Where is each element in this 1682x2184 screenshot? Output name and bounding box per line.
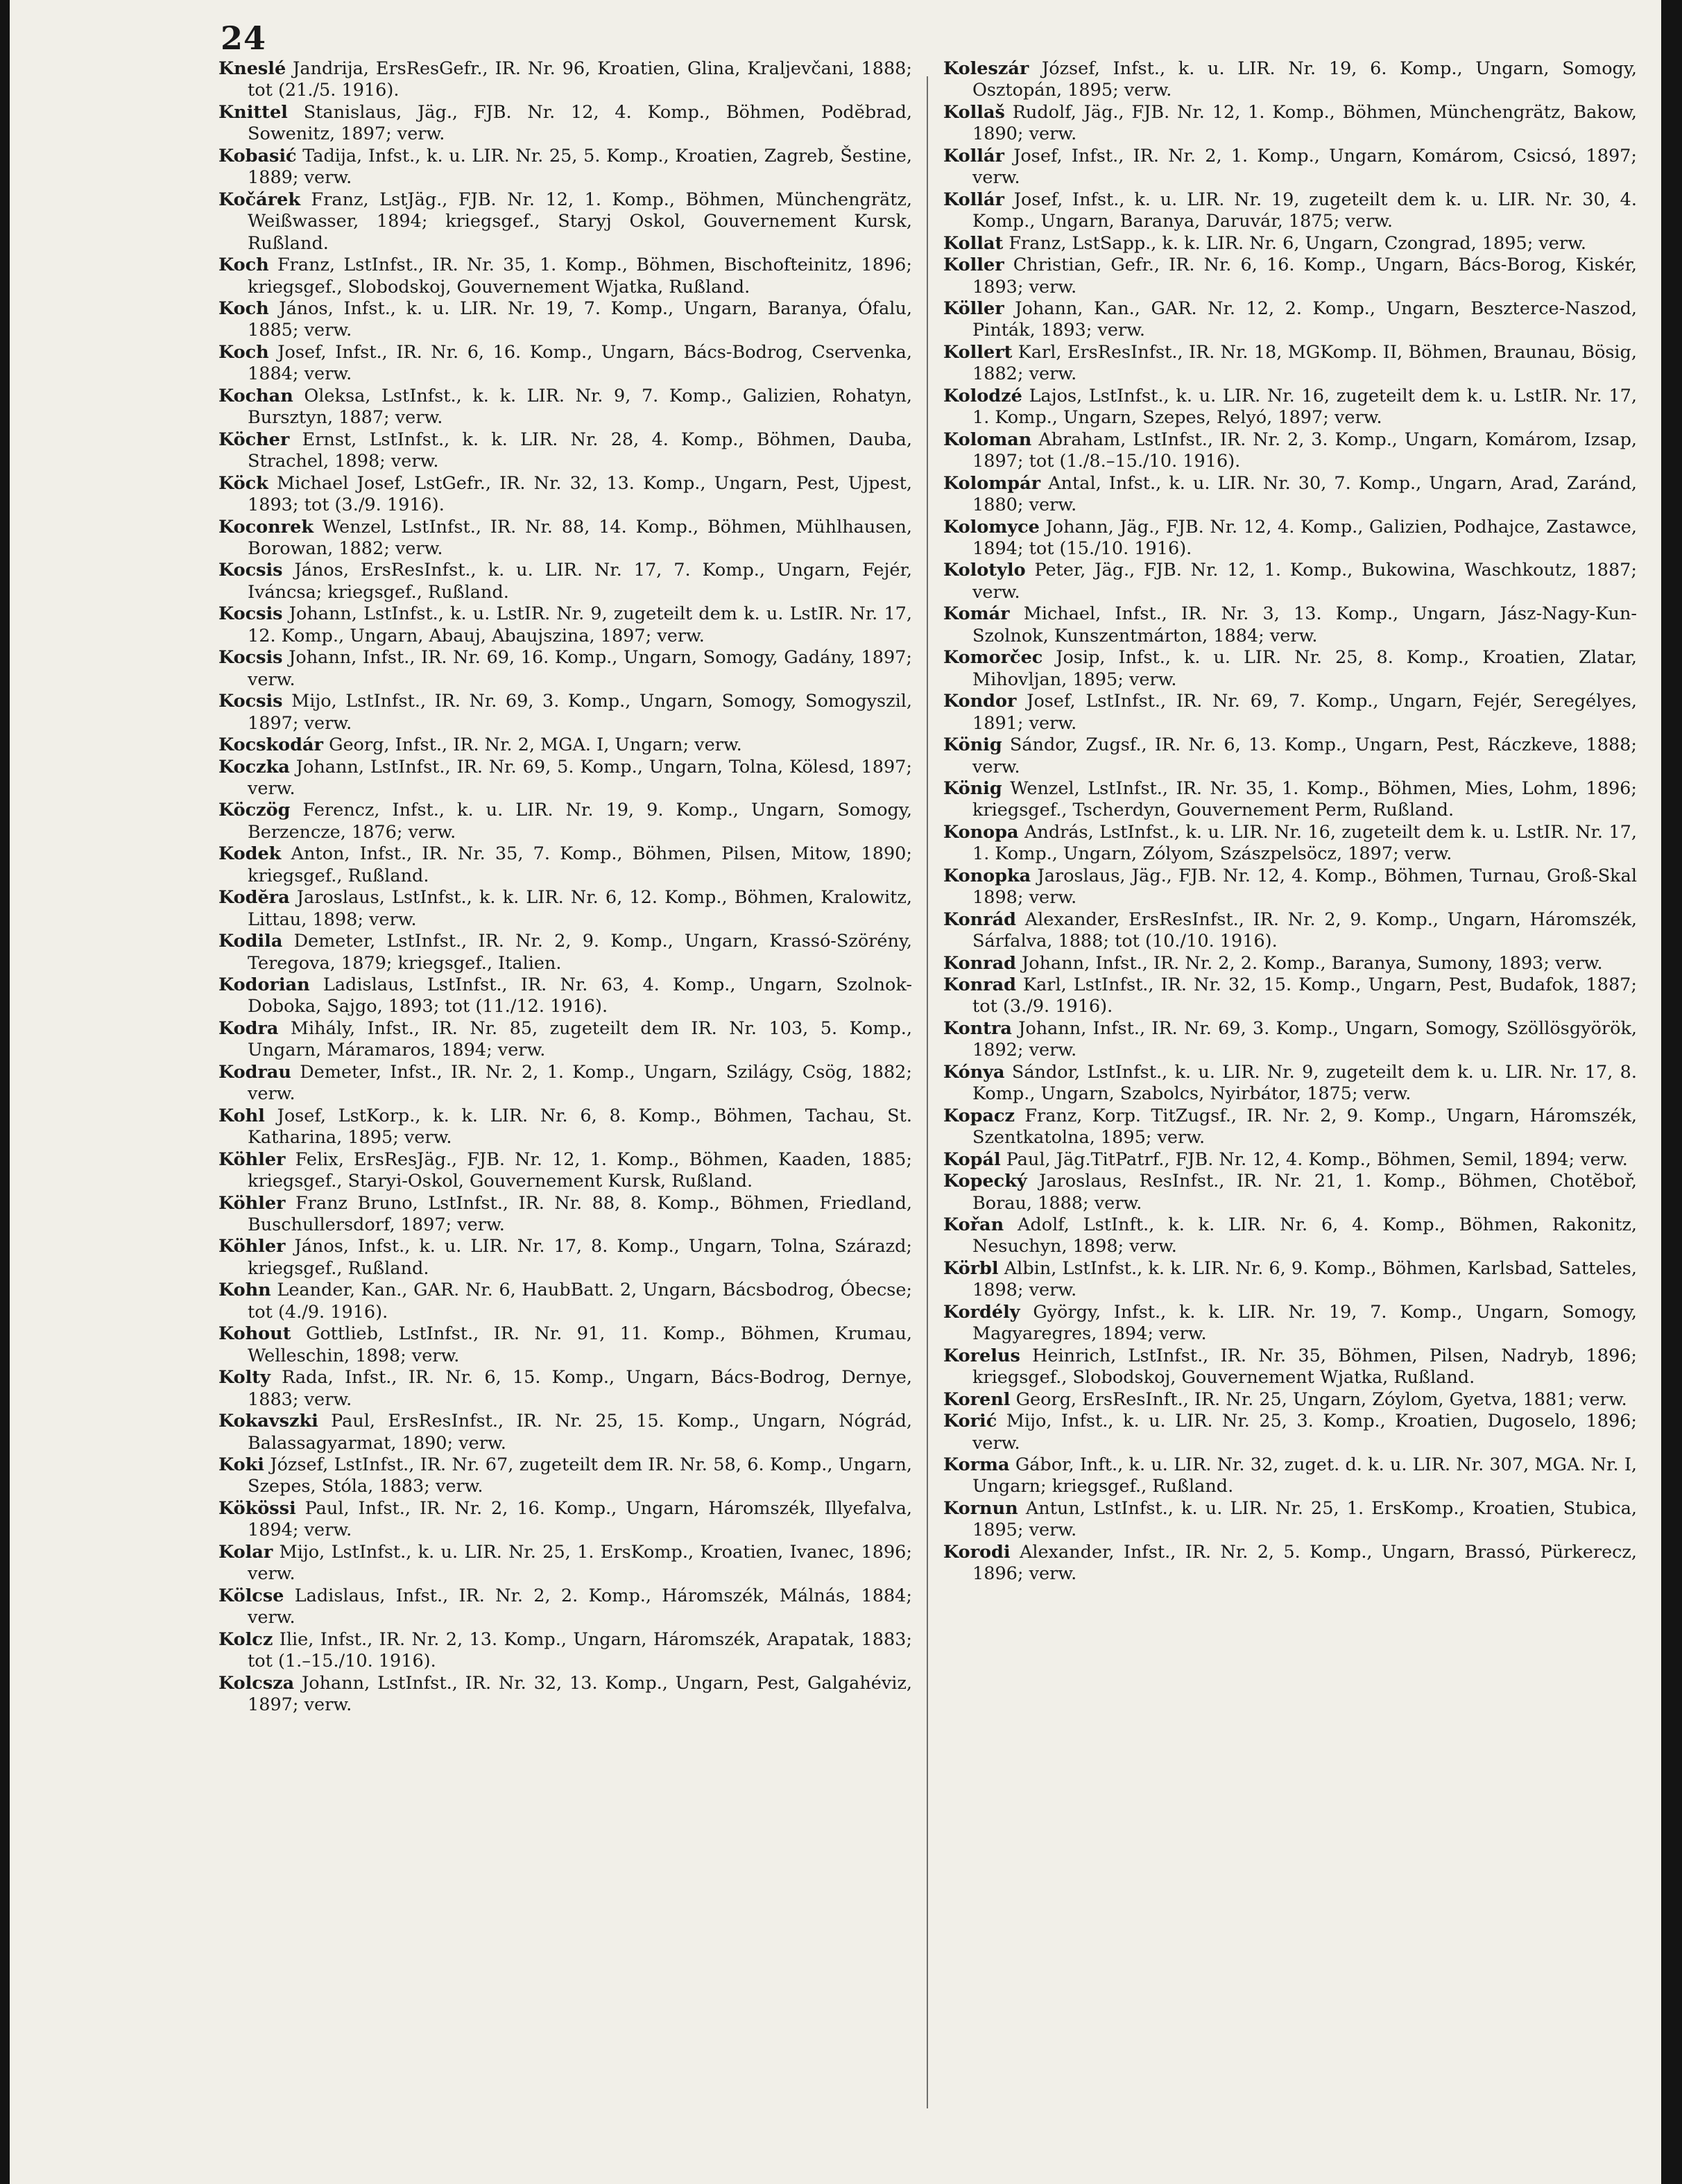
entry-details: Gottlieb, LstInfst., IR. Nr. 91, 11. Komp., Böhmen, Krumau, Welleschin, 1898; verw. [248,1323,912,1366]
list-entry [943,386,1637,429]
entry-surname: Kodek [218,843,282,865]
list-entry [943,734,1637,778]
list-entry [218,1411,912,1454]
list-entry [943,1062,1637,1106]
list-entry [218,1149,912,1193]
entry-surname: Kochan [218,385,293,406]
list-entry [943,1389,1637,1411]
entry-details: Ernst, LstInfst., k. k. LIR. Nr. 28, 4. Komp., Böhmen, Dauba, Strachel, 1898; verw. [248,429,912,472]
entry-surname: Kollert [943,341,1013,363]
entry-details: Demeter, Infst., IR. Nr. 2, 1. Komp., Ungarn, Szilágy, Csög, 1882; verw. [248,1061,912,1105]
entry-details: János, ErsResInfst., k. u. LIR. Nr. 17, 7. Komp., Ungarn, Fejér, Iváncsa; kriegsgef., Rußland. [248,560,912,603]
entry-surname: Koch [218,255,269,276]
list-entry [218,1454,912,1498]
entry-surname: Kocsis [218,691,283,712]
entry-details: Johann, LstInfst., IR. Nr. 32, 13. Komp., Ungarn, Pest, Galgahéviz, 1897; verw. [248,1672,913,1715]
list-entry [218,603,912,647]
list-entry [218,473,912,517]
list-entry [218,647,912,691]
entry-details: Michael, Infst., IR. Nr. 3, 13. Komp., Ungarn, Jász-Nagy-Kun-Szolnok, Kunszentmárton, 1884; verw. [972,603,1637,646]
list-entry [218,757,912,800]
list-entry [943,778,1637,822]
list-entry [218,1323,912,1367]
list-entry [218,58,912,102]
entry-details: Christian, Gefr., IR. Nr. 6, 16. Komp., Ungarn, Bács-Borog, Kiskér, 1893; verw. [972,255,1637,298]
entry-surname: Kodra [218,1017,279,1039]
entry-surname: Korić [943,1411,997,1432]
list-entry [218,298,912,342]
entry-details: Leander, Kan., GAR. Nr. 6, HaubBatt. 2, Ungarn, Bácsbodrog, Óbecse; tot (4./9. 1916). [248,1280,913,1323]
entry-details: Josef, LstInfst., IR. Nr. 69, 7. Komp., Ungarn, Fejér, Seregélyes, 1891; verw. [972,691,1637,734]
entry-surname: Kolcsza [218,1672,295,1694]
entry-surname: Kolomyce [943,516,1040,538]
entry-surname: Korenl [943,1388,1011,1410]
entry-surname: Kohn [218,1280,271,1301]
entry-details: Mijo, LstInfst., k. u. LIR. Nr. 25, 1. ErsKomp., Kroatien, Ivanec, 1896; verw. [248,1541,912,1585]
entry-details: András, LstInfst., k. u. LIR. Nr. 16, zugeteilt dem k. u. LstIR. Nr. 17, 1. Komp., Ungarn, Zólyom, Szászpelsöcz, 1897; verw. [972,821,1638,865]
entry-details: Franz, Korp. TitZugsf., IR. Nr. 2, 9. Komp., Ungarn, Háromszék, Szentkatolna, 1895; verw. [972,1105,1638,1149]
entry-details: János, Infst., k. u. LIR. Nr. 17, 8. Komp., Ungarn, Tolna, Szárazd; kriegsgef., Rußland. [248,1236,912,1279]
list-entry [218,146,912,189]
entry-details: Oleksa, LstInfst., k. k. LIR. Nr. 9, 7. Komp., Galizien, Rohatyn, Bursztyn, 1887; verw. [248,385,912,429]
entry-surname: Kondor [943,691,1017,712]
entry-surname: Kocsis [218,603,283,625]
entry-surname: Kohl [218,1105,265,1126]
list-entry [218,1062,912,1106]
entry-details: Josef, Infst., IR. Nr. 6, 16. Komp., Ungarn, Bács-Bodrog, Cservenka, 1884; verw. [248,341,912,385]
entry-surname: Koch [218,298,269,319]
list-entry [218,734,912,756]
entry-details: Jaroslaus, LstInfst., k. k. LIR. Nr. 6, 12. Komp., Böhmen, Kralowitz, Littau, 1898; verw. [248,887,912,930]
entry-details: Karl, LstInfst., IR. Nr. 32, 15. Komp., Ungarn, Pest, Budafok, 1887; tot (3./9. 1916). [972,974,1637,1017]
list-entry [218,931,912,974]
entry-surname: Kolar [218,1541,273,1563]
entry-surname: Körbl [943,1257,999,1279]
list-entry [218,1280,912,1323]
entry-details: Karl, ErsResInfst., IR. Nr. 18, MGKomp. II, Böhmen, Braunau, Bösig, 1882; verw. [972,341,1637,385]
entry-details: Alexander, ErsResInfst., IR. Nr. 2, 9. Komp., Ungarn, Háromszék, Sárfalva, 1888; tot (10./10. 1916). [972,909,1638,952]
entry-surname: Kocskodár [218,734,323,756]
list-entry [943,1214,1637,1258]
list-entry [218,429,912,473]
entry-surname: Kollár [943,145,1004,166]
entry-surname: Kneslé [218,58,286,79]
list-entry [218,1106,912,1149]
entry-surname: Komorčec [943,647,1043,669]
entry-surname: Kopál [943,1149,1001,1170]
entry-details: Wenzel, LstInfst., IR. Nr. 88, 14. Komp., Böhmen, Mühlhausen, Borowan, 1882; verw. [248,516,913,559]
entry-details: Adolf, LstInft., k. k. LIR. Nr. 6, 4. Komp., Böhmen, Rakonitz, Nesuchyn, 1898; verw. [972,1214,1637,1257]
entry-surname: Köcher [218,429,290,450]
entry-details: Wenzel, LstInfst., IR. Nr. 35, 1. Komp., Böhmen, Mies, Lohm, 1896; kriegsgef., Tscherdyn, Gouvernement Perm, Rußland. [972,777,1637,821]
entry-details: Ilie, Infst., IR. Nr. 2, 13. Komp., Ungarn, Háromszék, Arapatak, 1883; tot (1.–15./10. 1916). [248,1628,912,1672]
list-entry [943,822,1637,866]
entry-details: Jandrija, ErsResGefr., IR. Nr. 96, Kroatien, Glina, Kraljevčani, 1888; tot (21./5. 1916). [248,58,912,101]
entry-surname: Korelus [943,1345,1020,1366]
list-entry [943,560,1637,603]
entry-details: Paul, ErsResInfst., IR. Nr. 25, 15. Komp., Ungarn, Nógrád, Balassagyarmat, 1890; verw. [248,1411,913,1454]
entry-details: Jaroslaus, ResInfst., IR. Nr. 21, 1. Komp., Böhmen, Chotĕboř, Borau, 1888; verw. [972,1171,1638,1214]
entry-details: György, Infst., k. k. LIR. Nr. 19, 7. Komp., Ungarn, Somogy, Magyaregres, 1894; verw. [972,1301,1637,1345]
list-entry [943,1411,1637,1454]
list-entry [218,560,912,603]
entry-surname: Kodila [218,931,283,952]
entry-details: Johann, Kan., GAR. Nr. 12, 2. Komp., Ungarn, Beszterce-Naszod, Pinták, 1893; verw. [972,298,1637,341]
entry-surname: Köller [943,298,1004,319]
entry-details: Gábor, Inft., k. u. LIR. Nr. 32, zuget. d. k. u. LIR. Nr. 307, MGA. Nr. I, Ungarn; kriegsgef., Rußland. [972,1454,1637,1497]
list-entry [218,255,912,298]
list-entry [218,1542,912,1585]
entry-details: Georg, Infst., IR. Nr. 2, MGA. I, Ungarn; verw. [329,734,742,756]
entry-surname: Kořan [943,1214,1004,1236]
entry-surname: Kordély [943,1301,1020,1323]
entry-details: Mijo, LstInfst., IR. Nr. 69, 3. Komp., Ungarn, Somogy, Somogyszil, 1897; verw. [248,691,912,734]
entry-details: Heinrich, LstInfst., IR. Nr. 35, Böhmen, Pilsen, Nadryb, 1896; kriegsgef., Slobodskoj, Gouvernement Wjatka, Rußland. [972,1345,1638,1388]
list-entry [218,843,912,887]
entry-details: Johann, LstInfst., k. u. LstIR. Nr. 9, zugeteilt dem k. u. LstIR. Nr. 17, 12. Komp., Ungarn, Abauj, Abaujszina, 1897; verw. [248,603,912,646]
list-entry [218,1498,912,1542]
entry-surname: Koczka [218,756,290,777]
entry-details: Ferencz, Infst., k. u. LIR. Nr. 19, 9. Komp., Ungarn, Somogy, Berzencze, 1876; verw. [248,800,912,843]
entry-surname: Kopecký [943,1171,1027,1192]
entry-details: Franz, LstJäg., FJB. Nr. 12, 1. Komp., Böhmen, Münchengrätz, Weißwasser, 1894; kriegsgef., Staryj Oskol, Gouvernement Kursk, Rußland. [248,189,913,254]
entry-details: Paul, Jäg.TitPatrf., FJB. Nr. 12, 4. Komp., Böhmen, Semil, 1894; verw. [1006,1149,1628,1170]
list-entry [943,1454,1637,1498]
list-entry [943,1106,1637,1149]
page-number: 24 [221,19,267,57]
entry-surname: König [943,734,1002,756]
entry-details: Georg, ErsResInft., IR. Nr. 25, Ungarn, Zóylom, Gyetva, 1881; verw. [1015,1388,1627,1410]
entry-surname: Kodrau [218,1061,291,1083]
entry-details: Mijo, Infst., k. u. LIR. Nr. 25, 3. Komp., Kroatien, Dugoselo, 1896; verw. [972,1411,1637,1454]
entry-surname: Kolty [218,1367,271,1388]
list-entry [943,1542,1637,1585]
list-entry [218,102,912,146]
entry-surname: Kohout [218,1323,291,1345]
right-column [943,58,1637,1585]
entry-details: József, LstInfst., IR. Nr. 67, zugeteilt dem IR. Nr. 58, 6. Komp., Ungarn, Szepes, Stóla, 1883; verw. [248,1454,913,1497]
entry-surname: Kónya [943,1061,1005,1083]
list-entry [943,255,1637,298]
entry-surname: Korodi [943,1541,1011,1563]
entry-surname: Koller [943,255,1004,276]
entry-surname: Kornun [943,1497,1018,1519]
entry-surname: Köczög [218,800,291,821]
list-entry [943,1258,1637,1302]
entry-details: Rada, Infst., IR. Nr. 6, 15. Komp., Ungarn, Bács-Bodrog, Dernye, 1883; verw. [248,1367,912,1410]
entry-surname: Köhler [218,1149,286,1170]
list-entry [218,1018,912,1062]
entry-details: Josef, Infst., IR. Nr. 2, 1. Komp., Ungarn, Komárom, Csicsó, 1897; verw. [972,145,1637,189]
list-entry [943,233,1637,255]
entry-details: Johann, Jäg., FJB. Nr. 12, 4. Komp., Galizien, Podhajce, Zastawce, 1894; tot (15./10. 1916). [972,516,1637,559]
entry-details: Josef, Infst., k. u. LIR. Nr. 19, zugeteilt dem k. u. LIR. Nr. 30, 4. Komp., Ungarn, Baranya, Daruvár, 1875; verw. [972,189,1637,232]
entry-surname: Kollaš [943,101,1005,123]
entry-details: Alexander, Infst., IR. Nr. 2, 5. Komp., Ungarn, Brassó, Pürkerecz, 1896; verw. [972,1541,1637,1585]
entry-surname: Koloman [943,429,1032,450]
entry-surname: Kolcz [218,1628,273,1650]
entry-details: Michael Josef, LstGefr., IR. Nr. 32, 13. Komp., Ungarn, Pest, Ujpest, 1893; tot (3./9. 1916). [248,472,913,516]
entry-surname: Köhler [218,1236,286,1257]
entry-details: János, Infst., k. u. LIR. Nr. 19, 7. Komp., Ungarn, Baranya, Ófalu, 1885; verw. [248,298,912,341]
entry-details: Felix, ErsResJäg., FJB. Nr. 12, 1. Komp., Böhmen, Kaaden, 1885; kriegsgef., Staryi-Oskol, Gouvernement Kursk, Rußland. [248,1149,913,1192]
list-entry [218,386,912,429]
entry-details: Franz Bruno, LstInfst., IR. Nr. 88, 8. Komp., Böhmen, Friedland, Buschullersdorf, 1897; verw. [248,1192,912,1236]
entry-surname: Kodĕra [218,887,290,909]
entry-details: Anton, Infst., IR. Nr. 35, 7. Komp., Böhmen, Pilsen, Mitow, 1890; kriegsgef., Rußland. [248,843,912,886]
list-entry [943,1302,1637,1345]
list-entry [943,473,1637,517]
list-entry [218,1673,912,1717]
list-entry [218,887,912,931]
list-entry [943,1018,1637,1062]
entry-details: Johann, Infst., IR. Nr. 69, 3. Komp., Ungarn, Somogy, Szöllösgyörök, 1892; verw. [972,1017,1638,1061]
entry-surname: Konopa [943,821,1019,843]
entry-surname: Kolodzé [943,385,1022,406]
entry-surname: Kölcse [218,1585,284,1606]
list-entry [943,866,1637,909]
column-divider [927,76,928,2108]
entry-details: Sándor, LstInfst., k. u. LIR. Nr. 9, zugeteilt dem k. u. LIR. Nr. 17, 8. Komp., Ungarn, Szabolcs, Nyirbátor, 1875; verw. [972,1061,1637,1105]
list-entry [218,189,912,255]
list-entry [218,974,912,1018]
list-entry [218,1193,912,1237]
entry-surname: Knittel [218,101,288,123]
list-entry [943,429,1637,473]
entry-surname: Koleszár [943,58,1029,79]
list-entry [218,342,912,386]
entry-details: Stanislaus, Jäg., FJB. Nr. 12, 4. Komp., Böhmen, Podĕbrad, Sowenitz, 1897; verw. [248,101,912,145]
entry-surname: Konrad [943,974,1016,996]
list-entry [218,800,912,843]
list-entry [943,146,1637,189]
entry-details: Abraham, LstInfst., IR. Nr. 2, 3. Komp., Ungarn, Komárom, Izsap, 1897; tot (1./8.–15./10. 1916). [972,429,1637,472]
list-entry [218,1236,912,1280]
list-entry [943,58,1637,102]
entry-surname: Kocsis [218,647,283,669]
list-entry [943,647,1637,691]
list-entry [943,1498,1637,1542]
list-entry [943,342,1637,386]
entry-surname: Kodorian [218,974,310,996]
list-entry [943,909,1637,953]
left-column [218,58,912,1716]
entry-surname: Koch [218,341,269,363]
entry-details: Johann, Infst., IR. Nr. 2, 2. Komp., Baranya, Sumony, 1893; verw. [1022,952,1603,974]
entry-details: Franz, LstSapp., k. k. LIR. Nr. 6, Ungarn, Czongrad, 1895; verw. [1009,232,1586,254]
list-entry [218,1585,912,1629]
entry-details: Peter, Jäg., FJB. Nr. 12, 1. Komp., Bukowina, Waschkoutz, 1887; verw. [972,560,1637,603]
entry-surname: Köhler [218,1192,286,1214]
entry-surname: Konrád [943,909,1016,930]
entry-surname: Kopacz [943,1105,1015,1126]
list-entry [943,603,1637,647]
entry-details: Johann, Infst., IR. Nr. 69, 16. Komp., Ungarn, Somogy, Gadány, 1897; verw. [248,647,912,690]
entry-surname: Kokavszki [218,1411,318,1432]
entry-surname: Komár [943,603,1010,625]
entry-surname: Koki [218,1454,264,1475]
entry-surname: Kolompár [943,472,1041,494]
entry-surname: Köck [218,472,268,494]
entry-surname: Konrad [943,952,1016,974]
entry-details: Ladislaus, LstInfst., IR. Nr. 63, 4. Komp., Ungarn, Szolnok-Doboka, Sajgo, 1893; tot (11./12. 1916). [248,974,913,1017]
entry-details: Antun, LstInfst., k. u. LIR. Nr. 25, 1. ErsKomp., Kroatien, Stubica, 1895; verw. [972,1497,1638,1541]
list-entry [943,189,1637,233]
entry-details: Antal, Infst., k. u. LIR. Nr. 30, 7. Komp., Ungarn, Arad, Zaránd, 1880; verw. [972,472,1638,516]
list-entry [943,974,1637,1018]
entry-surname: Koconrek [218,516,314,538]
list-entry [218,1629,912,1673]
entry-surname: Korma [943,1454,1010,1475]
list-entry [943,1171,1637,1214]
entry-details: Demeter, LstInfst., IR. Nr. 2, 9. Komp., Ungarn, Krassó-Szörény, Teregova, 1879; kriegsgef., Italien. [248,931,912,974]
entry-surname: Kobasić [218,145,297,166]
entry-details: Rudolf, Jäg., FJB. Nr. 12, 1. Komp., Böhmen, Münchengrätz, Bakow, 1890; verw. [972,101,1637,145]
list-entry [943,691,1637,734]
list-entry [943,1149,1637,1171]
entry-surname: Kökössi [218,1497,296,1519]
entry-details: Franz, LstInfst., IR. Nr. 35, 1. Komp., Böhmen, Bischofteinitz, 1896; kriegsgef., Slobodskoj, Gouvernement Wjatka, Rußland. [248,255,912,298]
entry-surname: König [943,777,1002,799]
entry-surname: Konopka [943,865,1031,886]
list-entry [218,691,912,734]
entry-details: Lajos, LstInfst., k. u. LIR. Nr. 16, zugeteilt dem k. u. LstIR. Nr. 17, 1. Komp., Ungarn, Szepes, Relyó, 1897; verw. [972,385,1637,429]
entry-details: Josip, Infst., k. u. LIR. Nr. 25, 8. Komp., Kroatien, Zlatar, Mihovljan, 1895; verw. [972,647,1638,690]
entry-surname: Kočárek [218,189,300,210]
entry-details: Albin, LstInfst., k. k. LIR. Nr. 6, 9. Komp., Böhmen, Karlsbad, Satteles, 1898; verw. [972,1257,1638,1301]
list-entry [218,1367,912,1411]
entry-surname: Kolotylo [943,560,1026,581]
entry-details: Mihály, Infst., IR. Nr. 85, zugeteilt dem IR. Nr. 103, 5. Komp., Ungarn, Máramaros, 1894; verw. [248,1017,912,1061]
entry-surname: Kontra [943,1017,1012,1039]
entry-details: Tadija, Infst., k. u. LIR. Nr. 25, 5. Komp., Kroatien, Zagreb, Šestine, 1889; verw. [248,145,913,189]
list-entry [943,1345,1637,1389]
entry-surname: Kollat [943,232,1004,254]
entry-details: Ladislaus, Infst., IR. Nr. 2, 2. Komp., Háromszék, Málnás, 1884; verw. [248,1585,912,1628]
entry-details: Sándor, Zugsf., IR. Nr. 6, 13. Komp., Ungarn, Pest, Ráczkeve, 1888; verw. [972,734,1637,777]
list-entry [943,102,1637,146]
entry-details: József, Infst., k. u. LIR. Nr. 19, 6. Komp., Ungarn, Somogy, Osztopán, 1895; verw. [972,58,1637,101]
entry-details: Johann, LstInfst., IR. Nr. 69, 5. Komp., Ungarn, Tolna, Kölesd, 1897; verw. [248,756,912,799]
list-entry [943,953,1637,974]
entry-details: Josef, LstKorp., k. k. LIR. Nr. 6, 8. Komp., Böhmen, Tachau, St. Katharina, 1895; verw. [248,1105,913,1149]
list-entry [943,517,1637,560]
entry-details: Paul, Infst., IR. Nr. 2, 16. Komp., Ungarn, Háromszék, Illyefalva, 1894; verw. [248,1497,913,1541]
entry-details: Jaroslaus, Jäg., FJB. Nr. 12, 4. Komp., Böhmen, Turnau, Groß-Skal 1898; verw. [972,865,1637,909]
list-entry [218,517,912,560]
entry-surname: Kollár [943,189,1004,210]
entry-surname: Kocsis [218,560,283,581]
list-entry [943,298,1637,342]
